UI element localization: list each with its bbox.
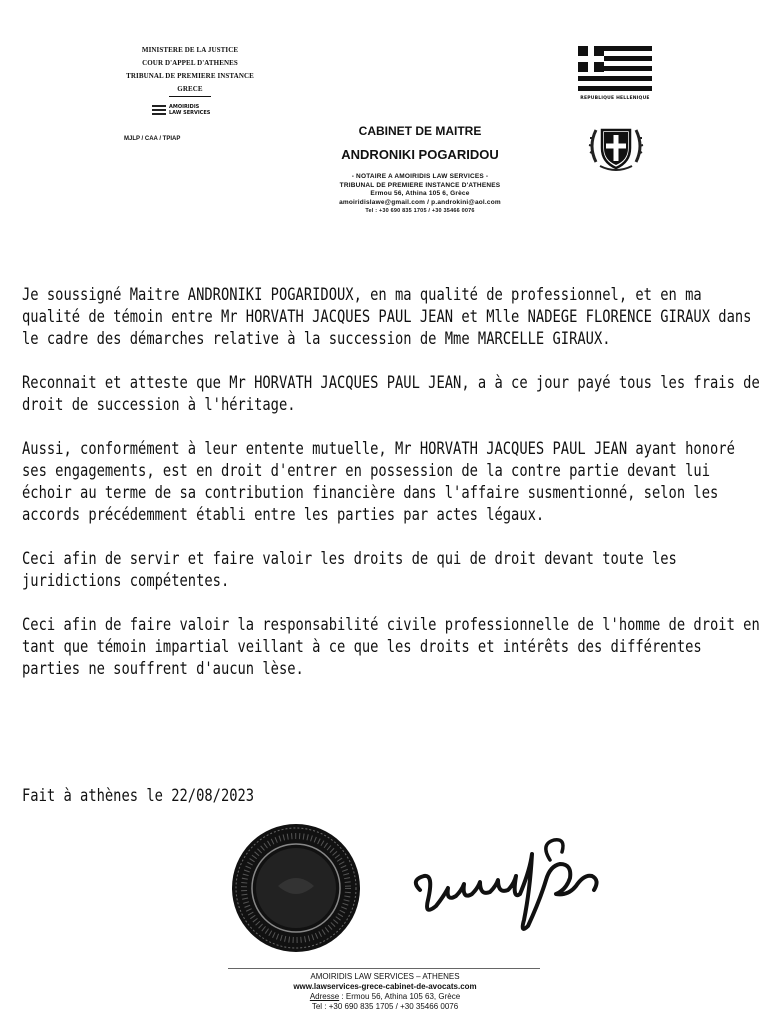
footer-address-label: Adresse [309,992,340,1001]
header-phone: Tel : +30 690 835 1705 / +30 35466 0076 [365,208,475,214]
greek-flag-icon [578,46,652,92]
law-services-logo-icon [152,105,166,117]
amoiridis-logo [152,104,232,120]
paragraph-agreement: Aussi, conformément à leur entente mutuelle, Mr HORVATH JACQUES PAUL JEAN ayant honoré ses engagements, est en droit d'entrer en possession de la contre partie devant lui échoir au terme de sa contribution financière dans l'affaire susmentionné, selon les accords précédemment établi entre les parties par actes légaux. [22,439,735,524]
footer-website[interactable]: www.lawservices-grece-cabinet-de-avocats.com [293,982,477,991]
logo-text-line: AMOIRIDIS [169,104,200,110]
footer-address-value: : Ermou 56, Athina 105 63, Grèce [339,992,461,1001]
document-body [22,284,761,702]
paragraph-declaration: Je soussigné Maitre ANDRONIKI POGARIDOUX, en ma qualité de professionnel, et en ma qualité de témoin entre Mr HORVATH JACQUES PAUL JEAN et Mlle NADEGE FLORENCE GIRAUX dans le cadre des démarches relative à la succession de Mme MARCELLE GIRAUX. [22,285,752,348]
ministry-country: GRECE [169,83,210,97]
cabinet-title: CABINET DE MAITRE [358,124,482,138]
footer-firm: AMOIRIDIS LAW SERVICES – ATHENES [310,972,460,981]
header-email: amoiridislawe@gmail.com / p.androkini@aol.com [339,198,501,206]
notary-seal-icon [228,820,364,956]
date-line: Fait à athènes le 22/08/2023 [22,786,255,805]
ministry-line: COUR D'APPEL D'ATHENES [142,59,238,67]
ministry-header [110,44,270,97]
paragraph-attestation: Reconnait et atteste que Mr HORVATH JACQUES PAUL JEAN, a à ce jour payé tous les frais de droit de succession à l'héritage. [22,373,760,414]
header-line: TRIBUNAL DE PREMIERE INSTANCE D'ATHENES [339,181,501,189]
ministry-line: MINISTERE DE LA JUSTICE [141,46,239,54]
signature-icon [400,830,620,940]
header-address: Ermou 56, Athina 105 6, Grèce [370,190,470,197]
footer [240,972,530,1012]
cabinet-header [290,123,550,216]
paragraph-responsibility: Ceci afin de faire valoir la responsabilité civile professionnelle de l'homme de droit en tant que témoin impartial veillant à ce que les droits et intérêts des différentes parties ne souffrent d'aucun lèse. [22,615,760,678]
footer-divider [228,968,540,969]
notary-name: ANDRONIKI POGARIDOU [341,147,499,162]
logo-text-line: LAW SERVICES [169,110,211,116]
footer-phone: Tel : +30 690 835 1705 / +30 35466 0076 [311,1002,459,1011]
paragraph-rights: Ceci afin de servir et faire valoir les droits de qui de droit devant toute les juridictions compétentes. [22,549,677,590]
greek-coat-of-arms-icon [586,116,646,176]
footer-address [240,992,530,1002]
reference-code: MJLP / CAA / TPIAP [124,136,181,142]
header-line: - NOTAIRE A AMOIRIDIS LAW SERVICES - [351,173,489,180]
ministry-line: TRIBUNAL DE PREMIERE INSTANCE [126,72,254,80]
flag-caption: REPUBLIQUE HELLENIQUE [580,96,650,101]
flag-block [575,46,655,101]
